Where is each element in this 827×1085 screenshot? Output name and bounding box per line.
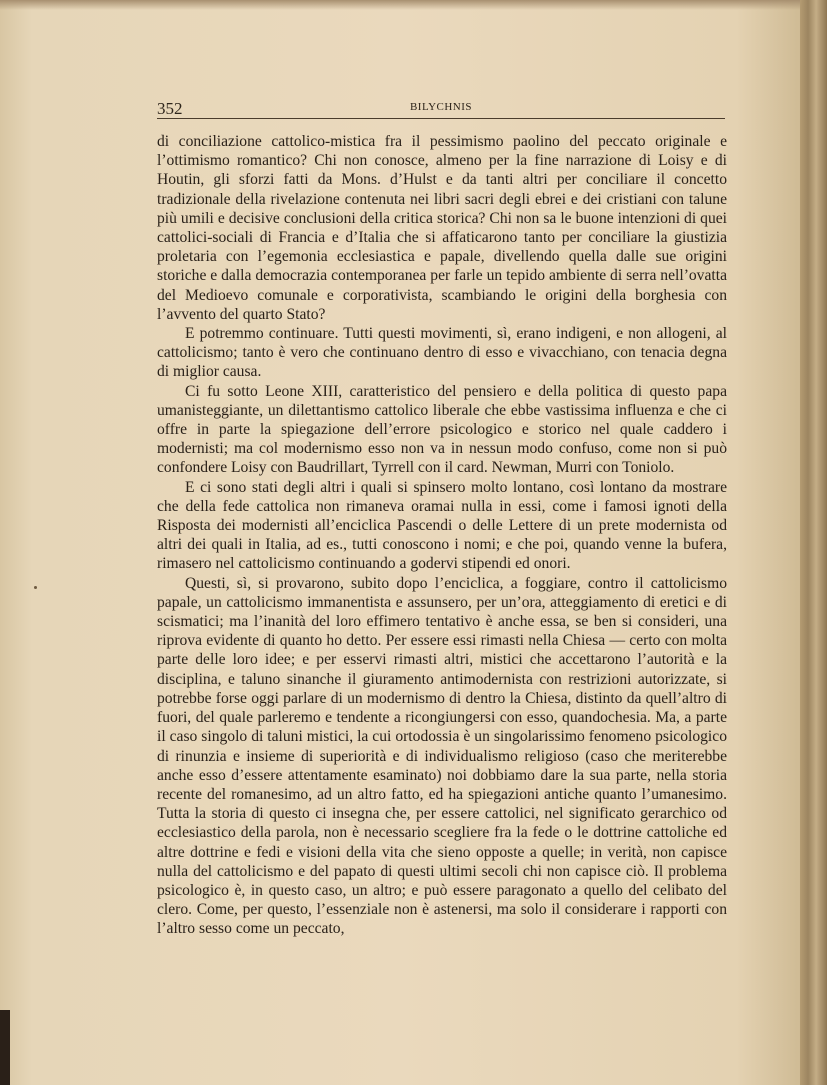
header-rule (157, 118, 725, 119)
page-speck (34, 586, 37, 589)
body-text (157, 132, 727, 939)
page-header (157, 99, 725, 119)
page-edge (800, 0, 827, 1085)
binding-shadow (0, 1010, 10, 1085)
running-head: BILYCHNIS (409, 101, 473, 113)
paragraph: E potremmo continuare. Tutti questi movimenti, sì, erano indigeni, e non allogeni, al cattolicismo; tanto è vero che continuano dentro di esso e vivacchiano, con tenacia degna di miglior causa. (157, 325, 727, 381)
paragraph: Questi, sì, si provarono, subito dopo l’enciclica, a foggiare, contro il cattolicismo papale, un cattolicismo immanentista e assunsero, per un’ora, atteggiamento di eretici e di scismatici; ma l’inanità del loro effimero tentativo è anche essa, se ben si consideri, una riprova evidente di quanto ho detto. Per essere essi rimasti nella Chiesa — certo con molta parte delle loro idee; e per esservi rimasti altri, mistici che accettarono l’autorità e la disciplina, e taluno sinanche il giuramento antimodernista con restrizioni autorizzate, si potrebbe forse oggi parlare di un modernismo di dentro la Chiesa, distinto da quell’altro di fuori, del quale parleremo e tendente a ricongiungersi con esso, quandochesia. Ma, a parte il caso singolo di taluni mistici, la cui ortodossia è un singolarissimo fenomeno psicologico di rinunzia e insieme di superiorità e di individualismo religioso (caso che meriterebbe anche esso d’essere attentamente esaminato) noi dobbiamo dare la sua parte, nella storia recente del romanesimo, ad un altro fatto, ed ha spiegazioni antiche quanto l’umanesimo. Tutta la storia di questo ci insegna che, per essere cattolici, nel significato gerarchico od ecclesiastico della parola, non è necessario scegliere fra la fede o le dottrine cattoliche ed altre dottrine e fedi e visioni della vita che sieno opposte a quelle; in verità, non capisce nulla del cattolicismo e del papato di questi ultimi secoli chi non capisce ciò. Il problema psicologico è, in questo caso, un altro; e può essere paragonato a quello del celibato del clero. Come, per questo, l’essenziale non è astenersi, ma solo il considerare i rapporti con l’altro sesso come un peccato, (157, 574, 727, 938)
page-number: 352 (157, 99, 183, 118)
paragraph: Ci fu sotto Leone XIII, caratteristico del pensiero e della politica di questo papa umanisteggiante, un dilettantismo cattolico liberale che ebbe vastissima influenza e che ci offre in parte la spiegazione dell’errore psicologico e storico nel quale caddero i modernisti; ma col modernismo esso non va in nessun modo confuso, come non si può confondere Loisy con Baudrillart, Tyrrell con il card. Newman, Murri con Toniolo. (157, 382, 727, 477)
page-top-shadow (0, 0, 800, 10)
paragraph: di conciliazione cattolico-mistica fra il pessimismo paolino del peccato originale e l’ottimismo romantico? Chi non conosce, almeno per la fine narrazione di Loisy e di Houtin, gli sforzi fatti da Mons. d’Hulst e da tanti altri per conciliare il concetto tradizionale della rivelazione contenuta nei libri sacri degli ebrei e dei cristiani con talune più umili e decisive conclusioni della critica storica? Chi non sa le buone intenzioni di quei cattolici-sociali di Francia e d’Italia che si affaticarono tanto per conciliare la giustizia proletaria con l’egemonia ecclesiastica e papale, divellendo quella dalle sue origini storiche e dalla democrazia contemporanea per farle un tepido ambiente di serra nell’ovatta del Medioevo comunale e corporativista, scambiando le origini della borghesia con l’avvento del quarto Stato? (157, 133, 727, 323)
paragraph: E ci sono stati degli altri i quali si spinsero molto lontano, così lontano da mostrare che della fede cattolica non rimaneva oramai nulla in essi, come i famosi ignoti della Risposta dei modernisti all’enciclica Pascendi o delle Lettere di un prete modernista od altri dei quali in Italia, ad es., tutti conoscono i nomi; e che poi, quando venne la bufera, rimasero nel cattolicismo continuando a godervi stipendi ed onori. (157, 478, 727, 573)
